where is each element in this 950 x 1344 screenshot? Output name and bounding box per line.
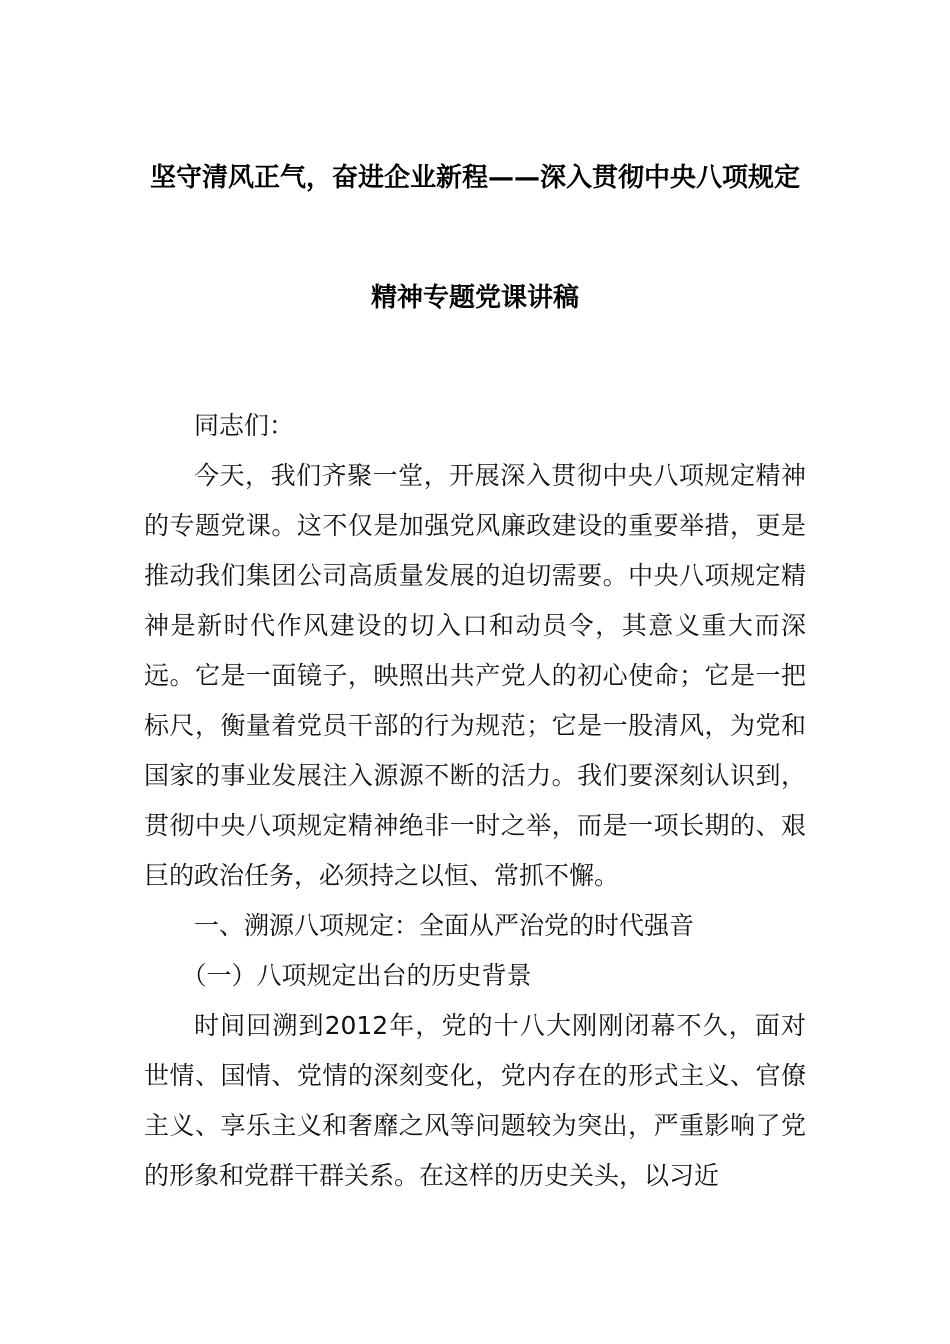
salutation: 同志们： [194, 411, 295, 440]
document-body [144, 401, 806, 1201]
history-paragraph: 时间回溯到2012年，党的十八大刚刚闭幕不久，面对世情、国情、党情的深刻变化，党内存在的形式主义、官僚主义、享乐主义和奢靡之风等问题较为突出，严重影响了党的形象和党群干群关系。在这样的历史关头，以习近 [144, 1011, 806, 1190]
document-title-line-1: 坚守清风正气，奋进企业新程——深入贯彻中央八项规定 [149, 163, 800, 193]
document-title-line-2: 精神专题党课讲稿 [370, 283, 579, 313]
opening-paragraph: 今天，我们齐聚一堂，开展深入贯彻中央八项规定精神的专题党课。这不仅是加强党风廉政建设的重要举措，更是推动我们集团公司高质量发展的迫切需要。中央八项规定精神是新时代作风建设的切入口和动员令，其意义重大而深远。它是一面镜子，映照出共产党人的初心使命；它是一把标尺，衡量着党员干部的行为规范；它是一股清风，为党和国家的事业发展注入源源不断的活力。我们要深刻认识到，贯彻中央八项规定精神绝非一时之举，而是一项长期的、艰巨的政治任务，必须持之以恒、常抓不懈。 [144, 461, 806, 890]
section-heading-1: 一、溯源八项规定：全面从严治党的时代强音 [194, 911, 695, 940]
subsection-heading-1: （一）八项规定出台的历史背景 [181, 961, 532, 990]
